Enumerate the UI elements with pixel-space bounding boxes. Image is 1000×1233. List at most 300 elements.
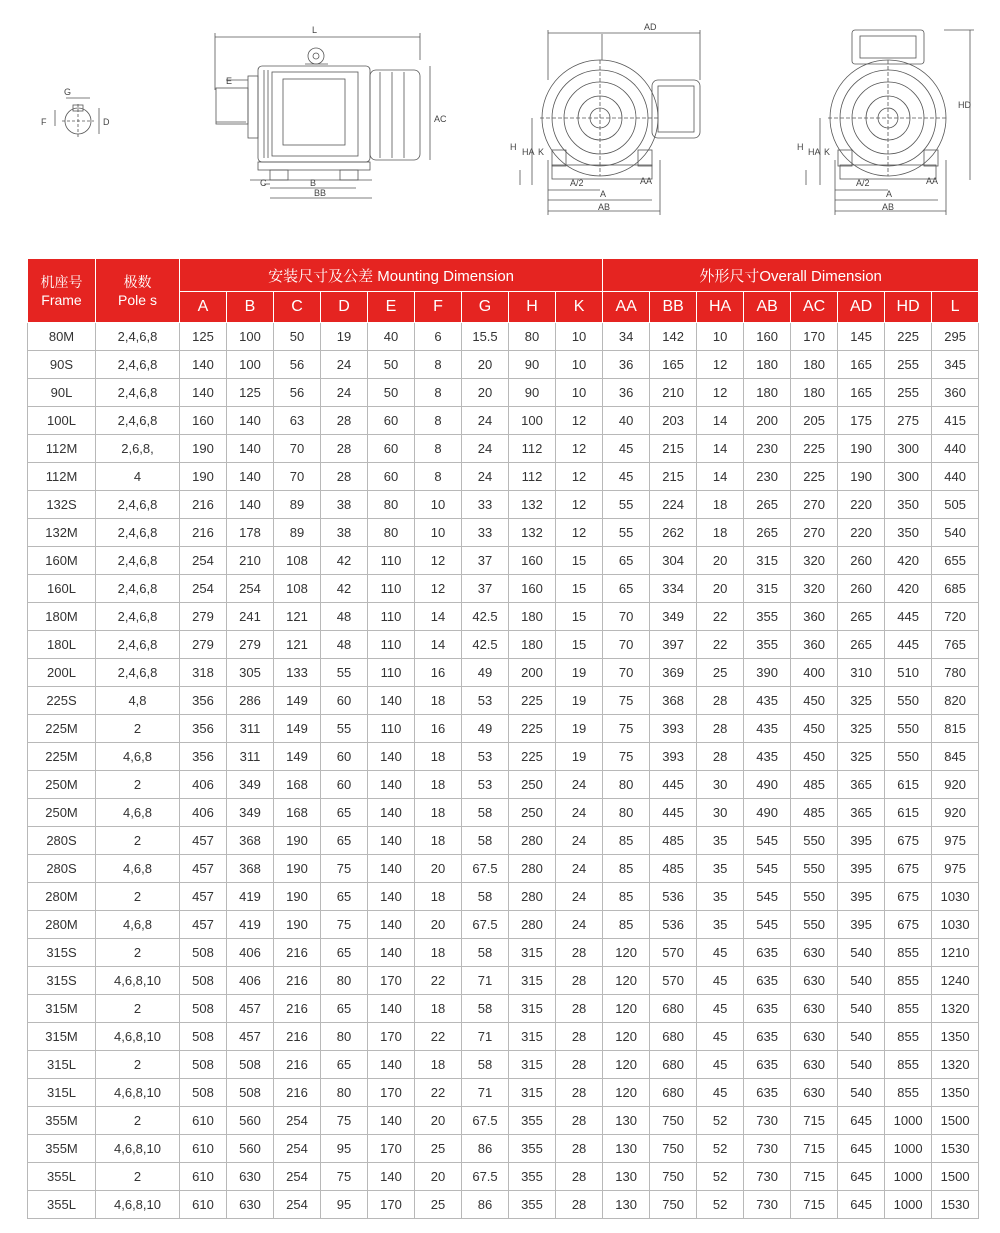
table-cell: 630 [227, 1163, 274, 1191]
table-cell: 36 [603, 351, 650, 379]
table-cell: 1240 [932, 967, 979, 995]
front-label-a-half: A/2 [570, 178, 584, 188]
table-cell: 715 [791, 1135, 838, 1163]
table-cell: 355M [28, 1107, 96, 1135]
table-row [28, 407, 979, 435]
table-cell: 14 [415, 631, 462, 659]
table-cell: 220 [838, 491, 885, 519]
table-cell: 20 [415, 855, 462, 883]
dimension-table [27, 258, 979, 1219]
table-cell: 280 [509, 827, 556, 855]
table-cell: 90L [28, 379, 96, 407]
table-cell: 110 [368, 547, 415, 575]
table-row [28, 631, 979, 659]
table-cell: 12 [556, 435, 603, 463]
table-cell: 10 [556, 379, 603, 407]
table-cell: 315 [509, 939, 556, 967]
table-cell: 49 [462, 659, 509, 687]
table-row [28, 575, 979, 603]
table-cell: 318 [180, 659, 227, 687]
table-cell: 445 [885, 603, 932, 631]
table-cell: 18 [697, 519, 744, 547]
table-cell: 10 [415, 491, 462, 519]
table-cell: 140 [368, 827, 415, 855]
table-cell: 8 [415, 379, 462, 407]
table-cell: 2,4,6,8 [96, 407, 180, 435]
table-cell: 368 [227, 855, 274, 883]
table-cell: 975 [932, 827, 979, 855]
front-label-h: H [510, 142, 517, 152]
table-cell: 25 [415, 1135, 462, 1163]
table-cell: 655 [932, 547, 979, 575]
table-cell: 855 [885, 967, 932, 995]
table-cell: 315 [744, 547, 791, 575]
table-cell: 2,4,6,8 [96, 575, 180, 603]
table-row [28, 715, 979, 743]
table-cell: 550 [885, 687, 932, 715]
table-cell: 355 [509, 1191, 556, 1219]
table-cell: 19 [321, 323, 368, 351]
table-cell: 18 [415, 995, 462, 1023]
table-row [28, 687, 979, 715]
table-cell: 12 [697, 351, 744, 379]
table-cell: 450 [791, 715, 838, 743]
table-cell: 4,6,8 [96, 799, 180, 827]
table-cell: 550 [791, 911, 838, 939]
table-cell: 75 [321, 911, 368, 939]
table-cell: 300 [885, 463, 932, 491]
table-cell: 2,4,6,8 [96, 547, 180, 575]
table-cell: 86 [462, 1135, 509, 1163]
table-cell: 19 [556, 715, 603, 743]
table-cell: 230 [744, 463, 791, 491]
table-cell: 178 [227, 519, 274, 547]
table-cell: 355 [509, 1135, 556, 1163]
table-cell: 270 [791, 491, 838, 519]
table-cell: 110 [368, 631, 415, 659]
table-cell: 80M [28, 323, 96, 351]
table-cell: 315 [509, 1051, 556, 1079]
table-cell: 2,4,6,8 [96, 603, 180, 631]
side-label-c: C [260, 178, 267, 188]
table-cell: 630 [791, 939, 838, 967]
table-cell: 4 [96, 463, 180, 491]
table-cell: 52 [697, 1191, 744, 1219]
table-cell: 685 [932, 575, 979, 603]
table-cell: 345 [932, 351, 979, 379]
table-cell: 1320 [932, 1051, 979, 1079]
table-cell: 25 [697, 659, 744, 687]
mounting-dimension-header: 安装尺寸及公差 Mounting Dimension [180, 259, 603, 292]
table-cell: 15 [556, 575, 603, 603]
table-cell: 200 [744, 407, 791, 435]
table-cell: 250 [509, 771, 556, 799]
table-cell: 140 [368, 799, 415, 827]
table-cell: 71 [462, 1079, 509, 1107]
table-cell: 110 [368, 603, 415, 631]
table-cell: 241 [227, 603, 274, 631]
table-cell: 120 [603, 939, 650, 967]
table-cell: 80 [368, 491, 415, 519]
table-cell: 40 [603, 407, 650, 435]
table-cell: 120 [603, 995, 650, 1023]
table-cell: 15 [556, 547, 603, 575]
table-cell: 22 [697, 603, 744, 631]
table-cell: 445 [650, 799, 697, 827]
table-cell: 67.5 [462, 855, 509, 883]
table-cell: 365 [838, 771, 885, 799]
table-cell: 325 [838, 715, 885, 743]
table-cell: 540 [838, 1023, 885, 1051]
table-cell: 14 [697, 407, 744, 435]
table-cell: 55 [603, 491, 650, 519]
table-cell: 630 [791, 1023, 838, 1051]
table-cell: 15.5 [462, 323, 509, 351]
table-cell: 36 [603, 379, 650, 407]
overall-dimension-header: 外形尺寸Overall Dimension [603, 259, 979, 292]
table-cell: 349 [227, 771, 274, 799]
table-cell: 75 [321, 1107, 368, 1135]
table-cell: 420 [885, 575, 932, 603]
table-cell: 355 [509, 1163, 556, 1191]
table-cell: 265 [744, 491, 791, 519]
table-cell: 80 [603, 799, 650, 827]
table-row [28, 603, 979, 631]
table-cell: 130 [603, 1135, 650, 1163]
table-cell: 90S [28, 351, 96, 379]
table-cell: 675 [885, 911, 932, 939]
table-cell: 160L [28, 575, 96, 603]
table-cell: 1530 [932, 1191, 979, 1219]
table-cell: 315L [28, 1051, 96, 1079]
table-cell: 170 [368, 1079, 415, 1107]
table-cell: 80 [368, 519, 415, 547]
table-cell: 420 [885, 547, 932, 575]
table-cell: 125 [227, 379, 274, 407]
table-cell: 730 [744, 1191, 791, 1219]
table-cell: 12 [697, 379, 744, 407]
table-cell: 45 [603, 435, 650, 463]
table-cell: 200L [28, 659, 96, 687]
table-cell: 112M [28, 435, 96, 463]
table-cell: 18 [415, 771, 462, 799]
table-cell: 715 [791, 1163, 838, 1191]
table-cell: 1000 [885, 1163, 932, 1191]
table-cell: 65 [321, 1051, 368, 1079]
table-cell: 508 [180, 1023, 227, 1051]
shaft-section-drawing [55, 98, 99, 138]
table-cell: 20 [462, 379, 509, 407]
table-cell: 2,4,6,8 [96, 351, 180, 379]
table-cell: 10 [697, 323, 744, 351]
table-cell: 457 [180, 827, 227, 855]
table-cell: 4,6,8 [96, 911, 180, 939]
table-cell: 42.5 [462, 603, 509, 631]
table-cell: 250M [28, 771, 96, 799]
table-cell: 10 [415, 519, 462, 547]
table-cell: 216 [180, 519, 227, 547]
poles-header-cn: 极数 [123, 273, 152, 290]
top-label-a: A [886, 189, 893, 199]
table-cell: 845 [932, 743, 979, 771]
table-cell: 28 [556, 1023, 603, 1051]
table-cell: 38 [321, 491, 368, 519]
table-cell: 457 [180, 855, 227, 883]
table-cell: 855 [885, 995, 932, 1023]
table-cell: 180 [744, 379, 791, 407]
table-cell: 419 [227, 883, 274, 911]
top-label-h: H [797, 142, 804, 152]
table-cell: 265 [744, 519, 791, 547]
table-cell: 415 [932, 407, 979, 435]
table-cell: 855 [885, 1023, 932, 1051]
table-cell: 203 [650, 407, 697, 435]
table-row [28, 1107, 979, 1135]
table-cell: 140 [227, 407, 274, 435]
table-cell: 24 [462, 407, 509, 435]
table-cell: 355L [28, 1163, 96, 1191]
table-cell: 132S [28, 491, 96, 519]
table-cell: 630 [791, 995, 838, 1023]
table-cell: 457 [180, 883, 227, 911]
table-cell: 86 [462, 1191, 509, 1219]
column-header: D [321, 292, 368, 323]
table-cell: 45 [697, 995, 744, 1023]
table-cell: 2 [96, 715, 180, 743]
table-cell: 140 [368, 911, 415, 939]
table-cell: 280S [28, 855, 96, 883]
table-cell: 445 [650, 771, 697, 799]
table-cell: 1000 [885, 1191, 932, 1219]
table-cell: 1210 [932, 939, 979, 967]
table-row [28, 743, 979, 771]
table-cell: 715 [791, 1191, 838, 1219]
table-cell: 60 [321, 687, 368, 715]
table-cell: 140 [368, 883, 415, 911]
table-cell: 350 [885, 519, 932, 547]
table-cell: 545 [744, 911, 791, 939]
table-cell: 645 [838, 1163, 885, 1191]
table-cell: 175 [838, 407, 885, 435]
table-cell: 22 [415, 1023, 462, 1051]
table-cell: 190 [838, 435, 885, 463]
top-label-hd: HD [958, 100, 971, 110]
table-cell: 80 [509, 323, 556, 351]
column-header: E [368, 292, 415, 323]
table-cell: 2 [96, 1107, 180, 1135]
table-cell: 28 [556, 967, 603, 995]
table-cell: 140 [368, 1051, 415, 1079]
table-cell: 85 [603, 827, 650, 855]
table-cell: 70 [603, 659, 650, 687]
table-cell: 65 [603, 547, 650, 575]
table-cell: 225M [28, 715, 96, 743]
table-cell: 37 [462, 547, 509, 575]
table-cell: 355 [509, 1107, 556, 1135]
table-cell: 180 [509, 603, 556, 631]
table-cell: 112M [28, 463, 96, 491]
table-cell: 395 [838, 911, 885, 939]
table-cell: 225S [28, 687, 96, 715]
table-cell: 65 [321, 883, 368, 911]
table-cell: 2,4,6,8 [96, 491, 180, 519]
table-row [28, 939, 979, 967]
table-cell: 28 [556, 1163, 603, 1191]
table-cell: 45 [697, 939, 744, 967]
table-cell: 40 [368, 323, 415, 351]
table-cell: 45 [697, 967, 744, 995]
table-cell: 419 [227, 911, 274, 939]
table-cell: 58 [462, 799, 509, 827]
table-cell: 311 [227, 715, 274, 743]
table-cell: 8 [415, 435, 462, 463]
table-cell: 505 [932, 491, 979, 519]
table-cell: 355M [28, 1135, 96, 1163]
table-cell: 730 [744, 1135, 791, 1163]
front-label-aa: AA [640, 176, 653, 186]
table-cell: 406 [227, 967, 274, 995]
table-cell: 675 [885, 883, 932, 911]
table-cell: 750 [650, 1163, 697, 1191]
table-cell: 610 [180, 1163, 227, 1191]
table-cell: 28 [697, 743, 744, 771]
table-cell: 315M [28, 995, 96, 1023]
front-label-ha: HA [522, 147, 535, 157]
table-row [28, 435, 979, 463]
table-cell: 680 [650, 1079, 697, 1107]
table-cell: 85 [603, 883, 650, 911]
table-cell: 168 [274, 771, 321, 799]
table-cell: 1350 [932, 1023, 979, 1051]
table-cell: 24 [556, 799, 603, 827]
table-cell: 30 [697, 771, 744, 799]
table-cell: 53 [462, 743, 509, 771]
table-cell: 28 [697, 715, 744, 743]
table-cell: 16 [415, 715, 462, 743]
table-cell: 4,6,8,10 [96, 1079, 180, 1107]
table-cell: 320 [791, 575, 838, 603]
table-cell: 33 [462, 491, 509, 519]
table-cell: 22 [415, 1079, 462, 1107]
table-cell: 110 [368, 715, 415, 743]
table-cell: 254 [274, 1163, 321, 1191]
table-cell: 365 [838, 799, 885, 827]
frame-header [28, 259, 96, 323]
table-cell: 355 [744, 603, 791, 631]
table-cell: 165 [650, 351, 697, 379]
table-row [28, 1191, 979, 1219]
table-cell: 855 [885, 1079, 932, 1107]
table-cell: 325 [838, 743, 885, 771]
table-cell: 22 [697, 631, 744, 659]
table-cell: 2 [96, 1051, 180, 1079]
table-cell: 170 [368, 967, 415, 995]
side-label-bb: BB [314, 188, 327, 198]
table-cell: 75 [603, 743, 650, 771]
table-cell: 356 [180, 687, 227, 715]
table-cell: 1500 [932, 1107, 979, 1135]
table-cell: 149 [274, 687, 321, 715]
table-cell: 89 [274, 491, 321, 519]
frame-header-en: Frame [41, 291, 82, 308]
table-cell: 56 [274, 379, 321, 407]
front-label-ab: AB [598, 202, 611, 212]
table-cell: 71 [462, 1023, 509, 1051]
table-cell: 20 [415, 911, 462, 939]
table-cell: 132 [509, 491, 556, 519]
table-cell: 265 [838, 603, 885, 631]
table-cell: 2,4,6,8 [96, 659, 180, 687]
table-cell: 615 [885, 771, 932, 799]
table-cell: 14 [415, 603, 462, 631]
table-cell: 280M [28, 883, 96, 911]
shaft-label-f: F [41, 117, 47, 127]
table-cell: 715 [791, 1107, 838, 1135]
table-cell: 45 [697, 1079, 744, 1107]
table-cell: 18 [415, 743, 462, 771]
front-label-k: K [538, 147, 545, 157]
column-header: A [180, 292, 227, 323]
table-cell: 49 [462, 715, 509, 743]
table-cell: 67.5 [462, 1107, 509, 1135]
table-cell: 140 [227, 435, 274, 463]
column-header: K [556, 292, 603, 323]
table-cell: 180 [791, 379, 838, 407]
table-cell: 20 [462, 351, 509, 379]
table-cell: 279 [180, 603, 227, 631]
table-cell: 142 [650, 323, 697, 351]
table-cell: 225 [791, 463, 838, 491]
table-cell: 508 [227, 1079, 274, 1107]
table-cell: 815 [932, 715, 979, 743]
table-cell: 508 [180, 1051, 227, 1079]
table-cell: 545 [744, 883, 791, 911]
table-cell: 63 [274, 407, 321, 435]
table-cell: 133 [274, 659, 321, 687]
table-cell: 108 [274, 547, 321, 575]
table-cell: 120 [603, 1079, 650, 1107]
front-label-a: A [600, 189, 607, 199]
table-cell: 30 [697, 799, 744, 827]
table-cell: 70 [274, 435, 321, 463]
front-view-top-drawing [806, 30, 974, 215]
table-cell: 140 [368, 939, 415, 967]
table-cell: 58 [462, 995, 509, 1023]
table-cell: 24 [321, 379, 368, 407]
table-cell: 71 [462, 967, 509, 995]
table-cell: 457 [227, 1023, 274, 1051]
table-cell: 350 [885, 491, 932, 519]
table-cell: 920 [932, 771, 979, 799]
table-cell: 286 [227, 687, 274, 715]
table-cell: 225M [28, 743, 96, 771]
table-cell: 750 [650, 1191, 697, 1219]
table-cell: 165 [838, 379, 885, 407]
table-cell: 216 [274, 1051, 321, 1079]
side-label-e: E [226, 76, 233, 86]
table-cell: 1000 [885, 1107, 932, 1135]
table-cell: 12 [556, 407, 603, 435]
table-cell: 42 [321, 575, 368, 603]
table-cell: 20 [415, 1107, 462, 1135]
table-cell: 90 [509, 351, 556, 379]
table-cell: 85 [603, 855, 650, 883]
table-cell: 58 [462, 827, 509, 855]
column-header: AC [791, 292, 838, 323]
top-label-aa: AA [926, 176, 939, 186]
table-cell: 140 [368, 771, 415, 799]
table-cell: 4,6,8,10 [96, 967, 180, 995]
